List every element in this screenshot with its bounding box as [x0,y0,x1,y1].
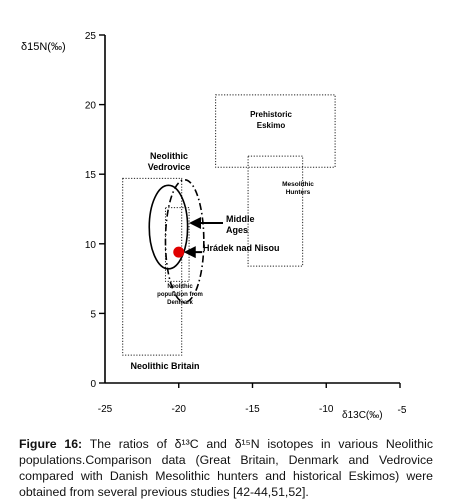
x-tick-label: -15 [245,404,260,415]
figure-caption [19,436,433,500]
label-hradek-nad-nisou: Hrádek nad Nisou [203,243,280,253]
caption-label: Figure 16: [19,437,83,451]
label-neolithic-britain: Neolithic Britain [130,361,200,371]
y-tick-label: 15 [84,170,96,182]
data-points [173,247,184,258]
label-mesolithic-hunters [282,181,314,196]
caption-text: The ratios of δ¹³C and δ¹⁵N isotopes in various Neolithic populations.Comparison data (Great Britain, Denmark and Vedrovice compared with Danish Mesolithic hunters and historical Eskimos) were obtained from several previous studies [42-44,51,52]. [19,437,433,499]
label-line: Prehistoric [250,110,292,119]
label-middle-ages [226,214,255,235]
region-prehistoric-eskimo [216,95,335,167]
y-axis-title: δ15N(‰) [21,41,66,53]
y-tick-label: 25 [84,31,96,42]
label-line: Middle [226,214,255,224]
x-tick-label: -20 [171,404,186,415]
y-tick-label: 20 [84,100,96,112]
x-axis-title: δ13C(‰) [342,410,383,421]
label-prehistoric-eskimo [250,110,292,130]
point-hr-dek-nad-nisou [173,247,184,258]
label-line: Neolithic [167,284,193,290]
label-line: Hunters [285,189,311,196]
label-line: Denmark [167,300,193,306]
label-line: Vedrovice [147,162,191,172]
label-line: Mesolithic [282,181,314,188]
chart-axes [105,35,400,383]
label-line: Ages [226,225,249,235]
y-tick-label: 10 [84,239,96,251]
y-tick-label: 0 [90,379,96,390]
x-tick-label: -25 [97,404,113,415]
label-line: population from [157,292,203,298]
y-tick-label: 5 [90,309,96,321]
label-line: Neolithic [149,151,189,161]
label-line: Eskimo [256,121,286,130]
label-neolithic-denmark [157,284,203,306]
x-tick-label: -5 [397,405,407,416]
x-tick-label: -10 [319,404,334,415]
label-neolithic-vedrovice [148,151,191,172]
